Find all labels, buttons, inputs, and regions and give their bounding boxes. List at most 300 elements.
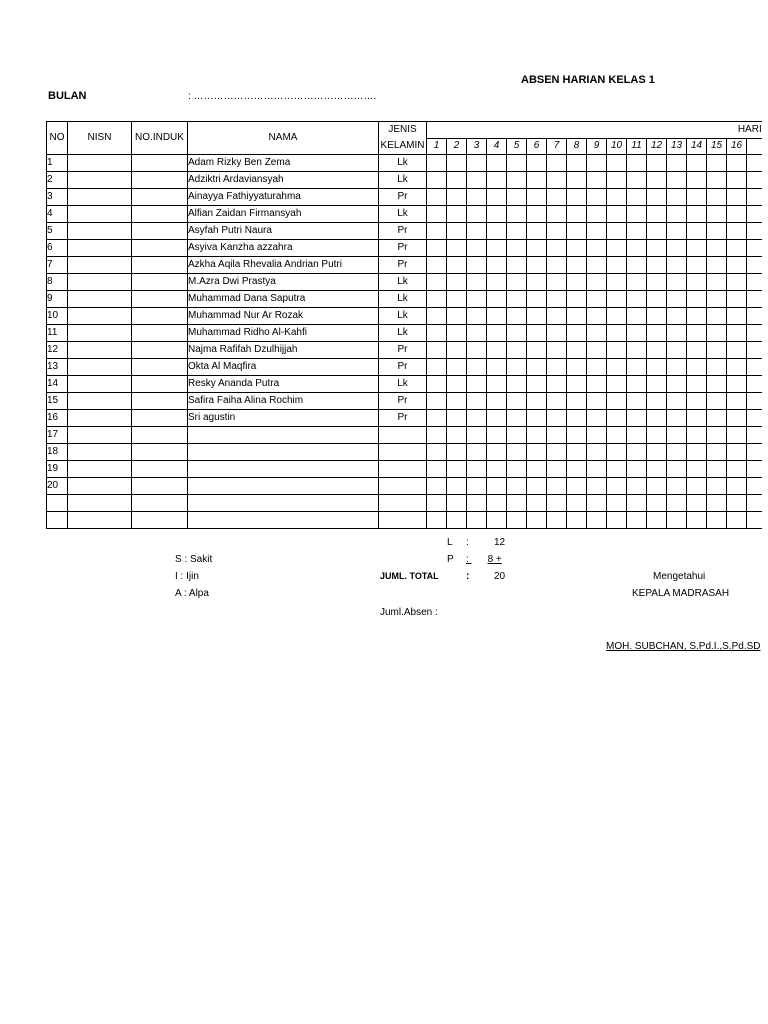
attendance-cell	[587, 155, 607, 172]
total-colon: :	[466, 571, 470, 582]
attendance-cell	[567, 359, 587, 376]
attendance-cell	[667, 291, 687, 308]
day-header: 15	[707, 138, 727, 155]
attendance-cell	[707, 223, 727, 240]
row-jenis-kelamin	[379, 495, 427, 512]
header-no-induk: NO.INDUK	[132, 122, 188, 155]
attendance-cell	[547, 461, 567, 478]
attendance-cell	[627, 461, 647, 478]
row-nama: Alfian Zaidan Firmansyah	[188, 206, 379, 223]
attendance-cell	[447, 461, 467, 478]
attendance-cell	[427, 444, 447, 461]
attendance-cell	[527, 393, 547, 410]
attendance-cell	[507, 359, 527, 376]
row-jenis-kelamin: Lk	[379, 155, 427, 172]
row-nama	[188, 444, 379, 461]
attendance-cell	[507, 427, 527, 444]
row-jenis-kelamin	[379, 512, 427, 529]
attendance-cell	[607, 359, 627, 376]
attendance-cell	[547, 444, 567, 461]
attendance-cell	[427, 410, 447, 427]
attendance-cell	[507, 342, 527, 359]
summary-p-underline	[466, 554, 509, 565]
attendance-cell	[587, 359, 607, 376]
attendance-cell	[587, 427, 607, 444]
attendance-cell	[487, 461, 507, 478]
attendance-cell	[567, 172, 587, 189]
attendance-cell	[687, 444, 707, 461]
summary-p-value: 8 +	[487, 554, 502, 565]
table-row	[47, 223, 762, 240]
attendance-cell	[507, 376, 527, 393]
attendance-cell	[607, 274, 627, 291]
attendance-cell	[627, 240, 647, 257]
attendance-cell-overflow	[747, 189, 762, 206]
attendance-cell	[547, 325, 567, 342]
total-value: 20	[494, 571, 506, 582]
summary-l-label: L	[447, 537, 453, 548]
attendance-cell	[467, 155, 487, 172]
attendance-cell	[547, 274, 567, 291]
attendance-cell	[687, 155, 707, 172]
attendance-cell	[567, 206, 587, 223]
signature-name: MOH. SUBCHAN, S.Pd.I.,S.Pd.SD	[606, 641, 761, 652]
attendance-cell	[487, 359, 507, 376]
row-no-induk	[132, 342, 188, 359]
attendance-cell	[547, 495, 567, 512]
attendance-cell	[607, 206, 627, 223]
attendance-cell	[447, 478, 467, 495]
attendance-cell	[587, 495, 607, 512]
day-header: 9	[587, 138, 607, 155]
attendance-cell	[607, 257, 627, 274]
attendance-cell	[527, 495, 547, 512]
table-row	[47, 206, 762, 223]
attendance-cell	[687, 512, 707, 529]
table-row	[47, 189, 762, 206]
day-header: 8	[567, 138, 587, 155]
header-hari-label: HARI	[737, 123, 762, 135]
day-header: 7	[547, 138, 567, 155]
attendance-cell	[487, 342, 507, 359]
attendance-cell	[667, 206, 687, 223]
row-no: 15	[47, 393, 68, 410]
row-no: 7	[47, 257, 68, 274]
attendance-cell	[707, 257, 727, 274]
row-no-induk	[132, 495, 188, 512]
attendance-cell	[587, 223, 607, 240]
row-nama: Muhammad Nur Ar Rozak	[188, 308, 379, 325]
attendance-cell	[707, 240, 727, 257]
attendance-cell	[527, 512, 547, 529]
attendance-cell-overflow	[747, 274, 762, 291]
attendance-cell	[707, 342, 727, 359]
attendance-cell	[667, 444, 687, 461]
attendance-cell	[447, 393, 467, 410]
attendance-cell	[547, 478, 567, 495]
attendance-cell	[507, 478, 527, 495]
attendance-cell	[727, 325, 747, 342]
attendance-cell	[627, 155, 647, 172]
attendance-cell	[447, 189, 467, 206]
attendance-cell	[447, 444, 467, 461]
day-header: 5	[507, 138, 527, 155]
row-no-induk	[132, 206, 188, 223]
attendance-cell	[507, 240, 527, 257]
summary-p-colon: :	[466, 554, 469, 565]
attendance-cell	[647, 291, 667, 308]
table-row	[47, 359, 762, 376]
legend-sakit: S : Sakit	[175, 554, 213, 565]
attendance-cell	[667, 461, 687, 478]
attendance-cell	[487, 257, 507, 274]
row-nisn	[68, 240, 132, 257]
attendance-cell	[687, 172, 707, 189]
attendance-cell	[507, 410, 527, 427]
row-no-induk	[132, 257, 188, 274]
attendance-cell	[447, 376, 467, 393]
attendance-cell	[567, 478, 587, 495]
attendance-cell	[707, 308, 727, 325]
attendance-cell	[667, 274, 687, 291]
attendance-cell	[667, 240, 687, 257]
table-row	[47, 240, 762, 257]
row-no: 2	[47, 172, 68, 189]
attendance-cell	[587, 172, 607, 189]
attendance-cell	[687, 427, 707, 444]
attendance-cell	[447, 223, 467, 240]
attendance-cell	[427, 206, 447, 223]
attendance-cell	[547, 359, 567, 376]
header-nama: NAMA	[188, 122, 379, 155]
attendance-cell	[647, 495, 667, 512]
attendance-cell	[727, 308, 747, 325]
table-row	[47, 155, 762, 172]
header-jenis-line1: JENIS	[388, 124, 417, 135]
row-nama: Resky Ananda Putra	[188, 376, 379, 393]
attendance-cell	[687, 359, 707, 376]
attendance-cell	[567, 223, 587, 240]
attendance-cell	[587, 342, 607, 359]
attendance-cell	[527, 223, 547, 240]
attendance-cell	[527, 427, 547, 444]
row-nisn	[68, 461, 132, 478]
attendance-cell	[527, 257, 547, 274]
attendance-cell	[467, 291, 487, 308]
row-nama: Asyfah Putri Naura	[188, 223, 379, 240]
row-jenis-kelamin: Lk	[379, 376, 427, 393]
row-jenis-kelamin: Pr	[379, 189, 427, 206]
attendance-cell	[467, 342, 487, 359]
attendance-cell	[527, 155, 547, 172]
attendance-cell	[667, 495, 687, 512]
attendance-cell	[587, 376, 607, 393]
attendance-cell	[527, 342, 547, 359]
attendance-cell	[727, 291, 747, 308]
attendance-cell	[447, 291, 467, 308]
attendance-cell	[547, 342, 567, 359]
day-header: 12	[647, 138, 667, 155]
row-nisn	[68, 495, 132, 512]
attendance-cell	[447, 257, 467, 274]
attendance-cell	[587, 512, 607, 529]
row-jenis-kelamin: Pr	[379, 223, 427, 240]
attendance-cell	[647, 444, 667, 461]
attendance-cell	[707, 376, 727, 393]
attendance-cell	[667, 257, 687, 274]
attendance-cell-overflow	[747, 444, 762, 461]
attendance-cell	[647, 257, 667, 274]
attendance-cell	[707, 206, 727, 223]
attendance-cell	[627, 308, 647, 325]
attendance-cell-overflow	[747, 342, 762, 359]
row-nama	[188, 461, 379, 478]
attendance-cell	[627, 291, 647, 308]
attendance-cell	[427, 376, 447, 393]
attendance-cell	[587, 308, 607, 325]
table-row	[47, 342, 762, 359]
attendance-cell	[687, 189, 707, 206]
attendance-cell	[427, 393, 447, 410]
attendance-cell	[447, 274, 467, 291]
day-header: 6	[527, 138, 547, 155]
attendance-cell	[647, 427, 667, 444]
row-nama: Safira Faiha Alina Rochim	[188, 393, 379, 410]
day-header: 11	[627, 138, 647, 155]
table-row	[47, 427, 762, 444]
attendance-cell	[607, 308, 627, 325]
attendance-cell	[687, 376, 707, 393]
row-no: 18	[47, 444, 68, 461]
attendance-cell	[467, 461, 487, 478]
attendance-cell	[467, 376, 487, 393]
header-nisn: NISN	[68, 122, 132, 155]
attendance-cell	[607, 376, 627, 393]
attendance-cell	[467, 223, 487, 240]
attendance-cell	[647, 172, 667, 189]
attendance-cell	[567, 461, 587, 478]
table-row	[47, 325, 762, 342]
attendance-cell	[427, 189, 447, 206]
attendance-cell	[567, 155, 587, 172]
attendance-cell	[547, 172, 567, 189]
attendance-cell	[607, 155, 627, 172]
attendance-cell	[487, 274, 507, 291]
attendance-cell	[727, 495, 747, 512]
attendance-cell	[727, 410, 747, 427]
row-no-induk	[132, 393, 188, 410]
attendance-cell	[427, 478, 447, 495]
attendance-cell	[627, 359, 647, 376]
day-header: 14	[687, 138, 707, 155]
attendance-cell	[447, 206, 467, 223]
attendance-cell	[647, 512, 667, 529]
mengetahui-text: Mengetahui	[653, 571, 706, 582]
row-jenis-kelamin: Lk	[379, 308, 427, 325]
attendance-cell	[507, 274, 527, 291]
row-nisn	[68, 308, 132, 325]
row-no	[47, 495, 68, 512]
row-no: 13	[47, 359, 68, 376]
attendance-cell	[727, 172, 747, 189]
row-no: 8	[47, 274, 68, 291]
row-no-induk	[132, 478, 188, 495]
attendance-cell	[627, 478, 647, 495]
row-no: 16	[47, 410, 68, 427]
legend-alpa: A : Alpa	[175, 588, 209, 599]
attendance-cell	[527, 189, 547, 206]
attendance-cell	[567, 376, 587, 393]
attendance-cell	[507, 393, 527, 410]
attendance-cell	[507, 206, 527, 223]
attendance-cell	[507, 155, 527, 172]
attendance-cell	[667, 155, 687, 172]
row-nama: Muhammad Ridho Al-Kahfi	[188, 325, 379, 342]
day-header: 13	[667, 138, 687, 155]
attendance-cell	[567, 495, 587, 512]
row-no-induk	[132, 274, 188, 291]
attendance-cell	[427, 308, 447, 325]
attendance-cell	[547, 376, 567, 393]
attendance-cell	[727, 444, 747, 461]
row-jenis-kelamin: Lk	[379, 172, 427, 189]
row-nisn	[68, 155, 132, 172]
attendance-cell	[707, 512, 727, 529]
row-jenis-kelamin	[379, 444, 427, 461]
row-no: 12	[47, 342, 68, 359]
attendance-cell	[707, 495, 727, 512]
attendance-cell	[667, 172, 687, 189]
attendance-cell	[467, 512, 487, 529]
attendance-cell	[647, 461, 667, 478]
attendance-cell	[667, 410, 687, 427]
attendance-cell	[727, 478, 747, 495]
attendance-cell	[487, 206, 507, 223]
row-nama: Adziktri Ardaviansyah	[188, 172, 379, 189]
attendance-cell	[667, 308, 687, 325]
attendance-cell	[427, 359, 447, 376]
row-no: 19	[47, 461, 68, 478]
attendance-cell	[507, 291, 527, 308]
row-no: 3	[47, 189, 68, 206]
table-row	[47, 495, 762, 512]
attendance-cell	[647, 155, 667, 172]
row-nisn	[68, 342, 132, 359]
attendance-cell	[427, 325, 447, 342]
attendance-cell	[727, 206, 747, 223]
attendance-cell	[667, 427, 687, 444]
row-jenis-kelamin: Lk	[379, 274, 427, 291]
attendance-cell	[707, 325, 727, 342]
attendance-cell	[727, 155, 747, 172]
attendance-cell	[647, 359, 667, 376]
attendance-cell	[567, 444, 587, 461]
header-no: NO	[47, 122, 68, 155]
attendance-cell-overflow	[747, 172, 762, 189]
row-nama	[188, 512, 379, 529]
attendance-cell	[507, 512, 527, 529]
row-jenis-kelamin: Pr	[379, 393, 427, 410]
attendance-cell	[547, 393, 567, 410]
attendance-cell	[727, 427, 747, 444]
row-no-induk	[132, 325, 188, 342]
attendance-cell	[707, 461, 727, 478]
attendance-cell	[667, 223, 687, 240]
attendance-cell-overflow	[747, 410, 762, 427]
row-nisn	[68, 172, 132, 189]
attendance-cell	[527, 240, 547, 257]
row-jenis-kelamin	[379, 478, 427, 495]
attendance-cell	[567, 308, 587, 325]
attendance-cell	[427, 223, 447, 240]
row-no: 14	[47, 376, 68, 393]
attendance-cell	[447, 155, 467, 172]
attendance-cell	[527, 308, 547, 325]
attendance-cell	[667, 189, 687, 206]
row-nisn	[68, 189, 132, 206]
attendance-cell	[727, 512, 747, 529]
row-nisn	[68, 291, 132, 308]
attendance-cell	[587, 478, 607, 495]
row-no: 20	[47, 478, 68, 495]
attendance-cell	[707, 444, 727, 461]
attendance-cell	[647, 206, 667, 223]
attendance-cell	[447, 172, 467, 189]
attendance-cell	[487, 393, 507, 410]
row-nisn	[68, 359, 132, 376]
attendance-cell	[587, 325, 607, 342]
attendance-cell	[627, 342, 647, 359]
row-nama: Muhammad Dana Saputra	[188, 291, 379, 308]
attendance-cell	[487, 240, 507, 257]
attendance-cell	[667, 325, 687, 342]
attendance-cell	[587, 461, 607, 478]
attendance-cell	[727, 359, 747, 376]
jumlah-absen-label: Juml.Absen :	[380, 607, 438, 618]
attendance-cell	[427, 495, 447, 512]
attendance-cell	[427, 342, 447, 359]
row-nisn	[68, 274, 132, 291]
attendance-cell	[627, 189, 647, 206]
attendance-cell	[647, 376, 667, 393]
attendance-cell	[487, 325, 507, 342]
attendance-cell	[547, 427, 567, 444]
attendance-cell	[727, 461, 747, 478]
attendance-cell	[607, 461, 627, 478]
attendance-cell	[587, 444, 607, 461]
attendance-cell	[627, 427, 647, 444]
attendance-cell	[487, 308, 507, 325]
attendance-cell	[607, 512, 627, 529]
attendance-cell	[507, 223, 527, 240]
row-no-induk	[132, 291, 188, 308]
row-no-induk	[132, 376, 188, 393]
row-nisn	[68, 376, 132, 393]
row-no-induk	[132, 240, 188, 257]
row-no-induk	[132, 427, 188, 444]
attendance-cell	[607, 291, 627, 308]
attendance-cell	[487, 172, 507, 189]
row-nisn	[68, 393, 132, 410]
row-nisn	[68, 206, 132, 223]
row-no-induk	[132, 512, 188, 529]
attendance-cell	[467, 478, 487, 495]
attendance-cell	[627, 495, 647, 512]
row-no-induk	[132, 461, 188, 478]
row-no: 5	[47, 223, 68, 240]
attendance-cell	[667, 342, 687, 359]
attendance-cell-overflow	[747, 427, 762, 444]
